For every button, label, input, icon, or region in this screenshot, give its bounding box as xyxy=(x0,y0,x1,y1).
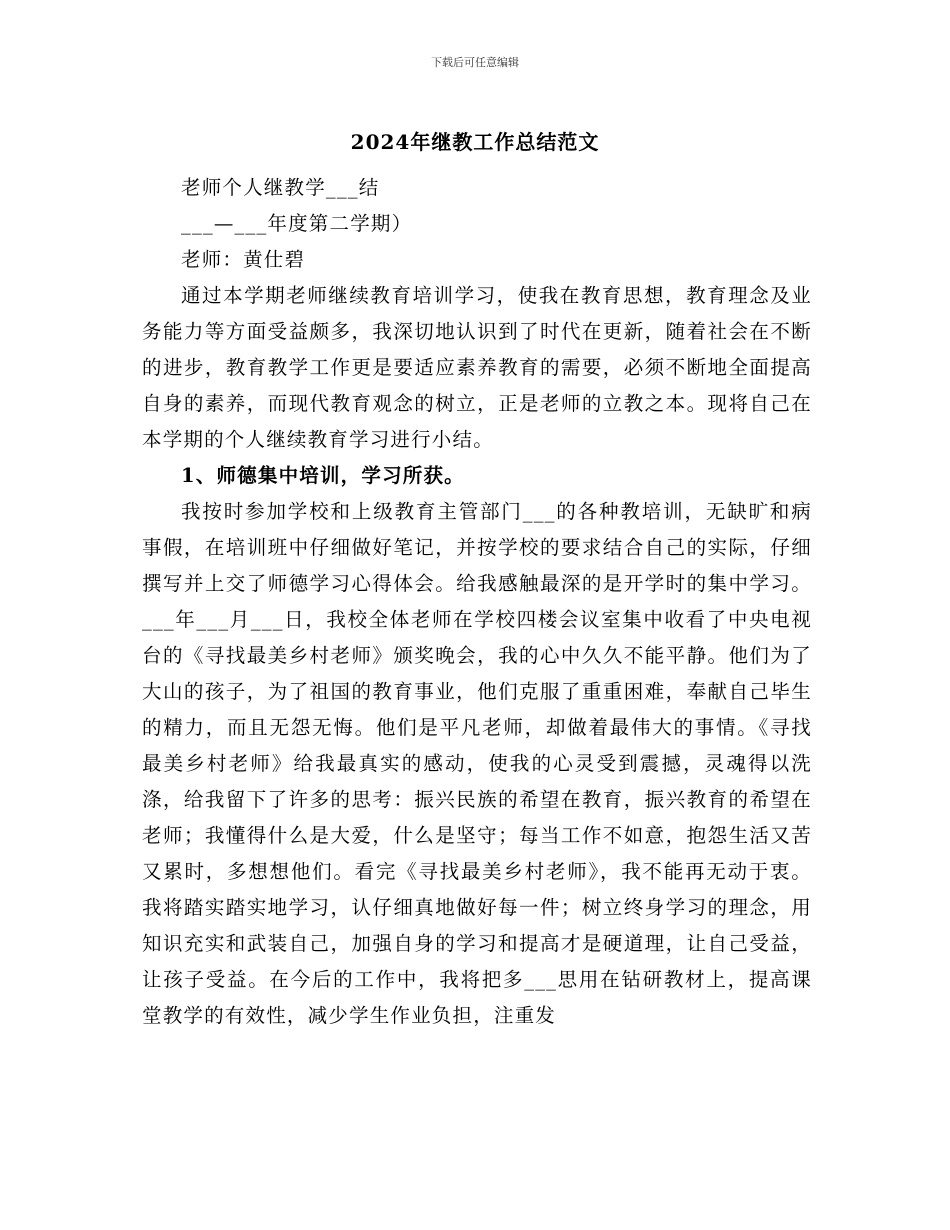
page-header-note: 下载后可任意编辑 xyxy=(431,56,519,69)
section-paragraph: 我按时参加学校和上级教育主管部门___的各种教培训，无缺旷和病事假，在培训班中仔细做好笔记，并按学校的要求结合自己的实际，仔细撰写并上交了师德学习心得体会。给我感触最深的是开学时的集中学习。___年___月___日，我校全体老师在学校四楼会议室集中收看了中央电视台的《寻找最美乡村老师》颁奖晚会，我的心中久久不能平静。他们为了大山的孩子，为了祖国的教育事业，他们克服了重重困难，奉献自己毕生的精力，而且无怨无悔。他们是平凡老师，却做着最伟大的事情。《寻找最美乡村老师》给我最真实的感动，使我的心灵受到震撼，灵魂得以洗涤，给我留下了许多的思考：振兴民族的希望在教育，振兴教育的希望在老师；我懂得什么是大爱，什么是坚守；每当工作不如意，抱怨生活又苦又累时，多想想他们。看完《寻找最美乡村老师》，我不能再无动于衷。我将踏实踏实地学习，认仔细真地做好每一件；树立终身学习的理念，用知识充实和武装自己，加强自身的学习和提高才是硬道理，让自己受益，让孩子受益。在今后的工作中，我将把多___思用在钻研教材上，提高课堂教学的有效性，减少学生作业负担，注重发 xyxy=(142,500,812,1027)
document-title: 2024年继教工作总结范文 xyxy=(350,130,600,154)
teacher-line: 老师：黄仕碧 xyxy=(181,248,306,271)
term-line: ___—___年度第二学期） xyxy=(181,212,413,235)
document-body xyxy=(142,170,812,1034)
intro-paragraph: 通过本学期老师继续教育培训学习，使我在教育思想，教育理念及业务能力等方面受益颇多，我深切地认识到了时代在更新，随着社会在不断的进步，教育教学工作更是要适应素养教育的需要，必须不断地全面提高自身的素养，而现代教育观念的树立，正是老师的立教之本。现将自己在本学期的个人继续教育学习进行小结。 xyxy=(142,284,812,451)
subtitle-line: 老师个人继教学___结 xyxy=(181,176,380,199)
section-heading: 1、师德集中培训，学习所获。 xyxy=(181,464,465,487)
